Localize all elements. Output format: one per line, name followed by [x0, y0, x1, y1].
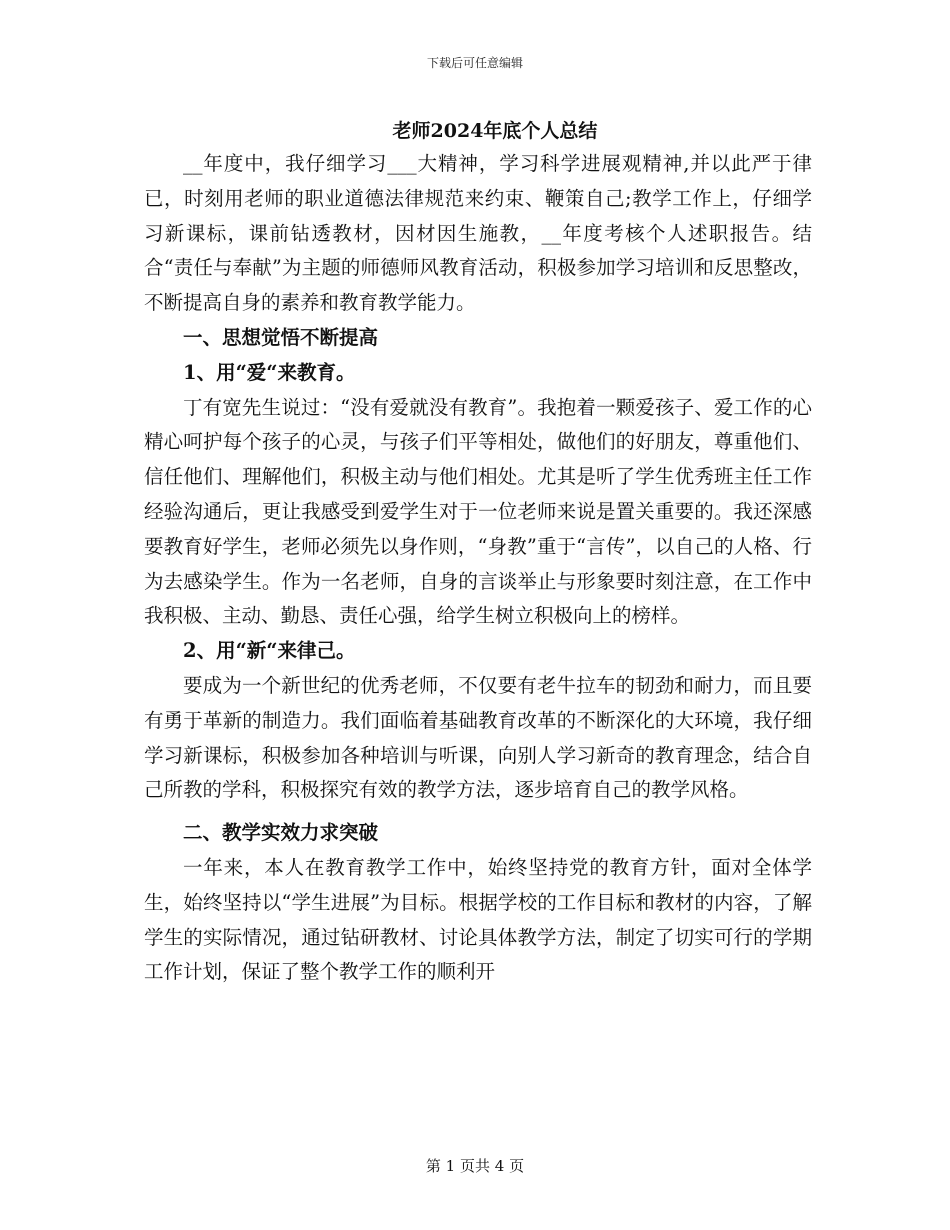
section1-sub1-paragraph: 丁有宽先生说过：“没有爱就没有教育”。我抱着一颗爱孩子、爱工作的心精心呵护每个孩子的心灵，与孩子们平等相处，做他们的好朋友，尊重他们、信任他们、理解他们，积极主动与他们相处。尤其是听了学生优秀班主任工作经验沟通后，更让我感受到爱学生对于一位老师来说是置关重要的。我还深感要教育好学生，老师必须先以身作则，“身教”重于“言传”，以自己的人格、行为去感染学生。作为一名老师，自身的言谈举止与形象要时刻注意，在工作中我积极、主动、勤恳、责任心强，给学生树立积极向上的榜样。	[144, 395, 812, 628]
header-note: 下载后可任意编辑	[426, 56, 523, 70]
page-number: 第 1 页共 4 页	[425, 1157, 525, 1175]
document-body	[144, 147, 812, 990]
intro-paragraph: __年度中，我仔细学习___大精神，学习科学进展观精神,并以此严于律已，时刻用老师的职业道德法律规范来约束、鞭策自己;教学工作上，仔细学习新课标，课前钻透教材，因材因生施教，__年度考核个人述职报告。结合“责任与奉献”为主题的师德师风教育活动，积极参加学习培训和反思整改，不断提高自身的素养和教育教学能力。	[144, 152, 812, 315]
section2-heading: 二、教学实效力求突破	[183, 821, 379, 845]
document-title: 老师2024年底个人总结	[392, 120, 598, 142]
section1-heading: 一、思想觉悟不断提高	[183, 325, 379, 349]
section1-sub1-heading: 1、用“爱“来教育。	[183, 360, 356, 384]
section1-sub2-paragraph: 要成为一个新世纪的优秀老师，不仅要有老牛拉车的韧劲和耐力，而且要有勇于革新的制造力。我们面临着基础教育改革的不断深化的大环境，我仔细学习新课标，积极参加各种培训与听课，向别人学习新奇的教育理念，结合自己所教的学科，积极探究有效的教学方法，逐步培育自己的教学风格。	[144, 673, 812, 802]
section2-paragraph: 一年来，本人在教育教学工作中，始终坚持党的教育方针，面对全体学生，始终坚持以“学生进展”为目标。根据学校的工作目标和教材的内容，了解学生的实际情况，通过钻研教材、讨论具体教学方法，制定了切实可行的学期工作计划，保证了整个教学工作的顺利开	[144, 855, 812, 984]
section1-sub2-heading: 2、用“新“来律己。	[183, 639, 356, 663]
